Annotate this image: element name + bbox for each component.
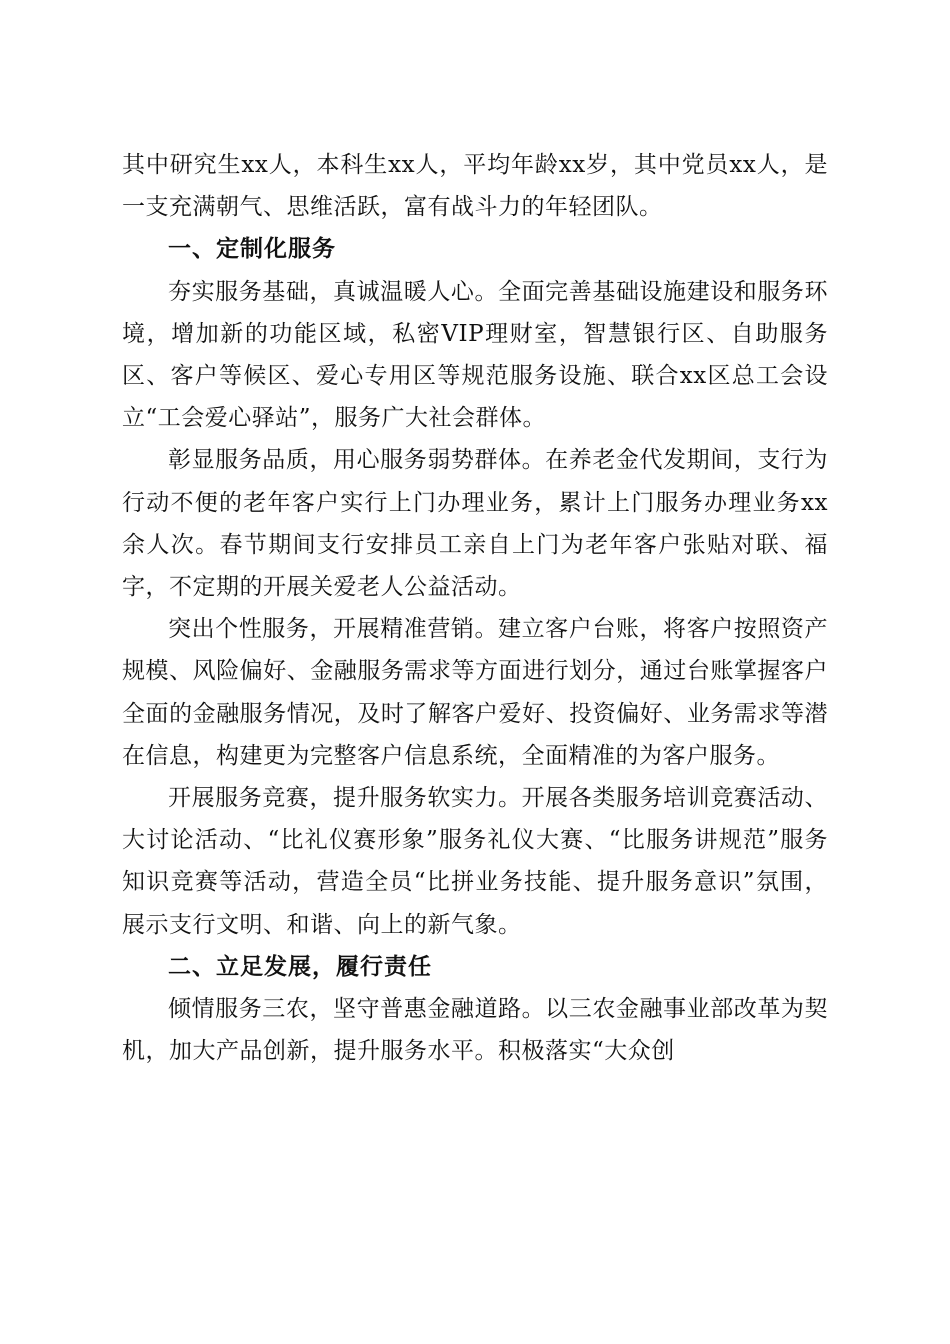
document-body — [122, 144, 828, 1072]
paragraph-service-competition: 开展服务竞赛，提升服务软实力。开展各类服务培训竞赛活动、大讨论活动、“比礼仪赛形象”服务礼仪大赛、“比服务讲规范”服务知识竞赛等活动，营造全员“比拼业务技能、提升服务意识”氛围，展示支行文明、和谐、向上的新气象。 — [122, 785, 828, 938]
paragraph-rural-finance: 倾情服务三农，坚守普惠金融道路。以三农金融事业部改革为契机，加大产品创新，提升服务水平。积极落实“大众创 — [122, 996, 828, 1065]
paragraph-service-foundation: 夯实服务基础，真诚温暖人心。全面完善基础设施建设和服务环境，增加新的功能区域，私密VIP理财室，智慧银行区、自助服务区、客户等候区、爱心专用区等规范服务设施、联合xx区总工会设立“工会爱心驿站”，服务广大社会群体。 — [122, 278, 828, 432]
continuation-paragraph: 其中研究生xx人，本科生xx人，平均年龄xx岁，其中党员xx人，是一支充满朝气、思维活跃，富有战斗力的年轻团队。 — [122, 152, 828, 221]
paragraph-service-quality: 彰显服务品质，用心服务弱势群体。在养老金代发期间，支行为行动不便的老年客户实行上门办理业务，累计上门服务办理业务xx余人次。春节期间支行安排员工亲自上门为老年客户张贴对联、福字，不定期的开展关爱老人公益活动。 — [122, 447, 828, 601]
section-heading-development-responsibility: 二、立足发展，履行责任 — [168, 953, 432, 980]
paragraph-personalized-service: 突出个性服务，开展精准营销。建立客户台账，将客户按照资产规模、风险偏好、金融服务需求等方面进行划分，通过台账掌握客户全面的金融服务情况，及时了解客户爱好、投资偏好、业务需求等潜在信息，构建更为完整客户信息系统，全面精准的为客户服务。 — [122, 616, 828, 769]
section-heading-customized-service: 一、定制化服务 — [168, 236, 336, 263]
